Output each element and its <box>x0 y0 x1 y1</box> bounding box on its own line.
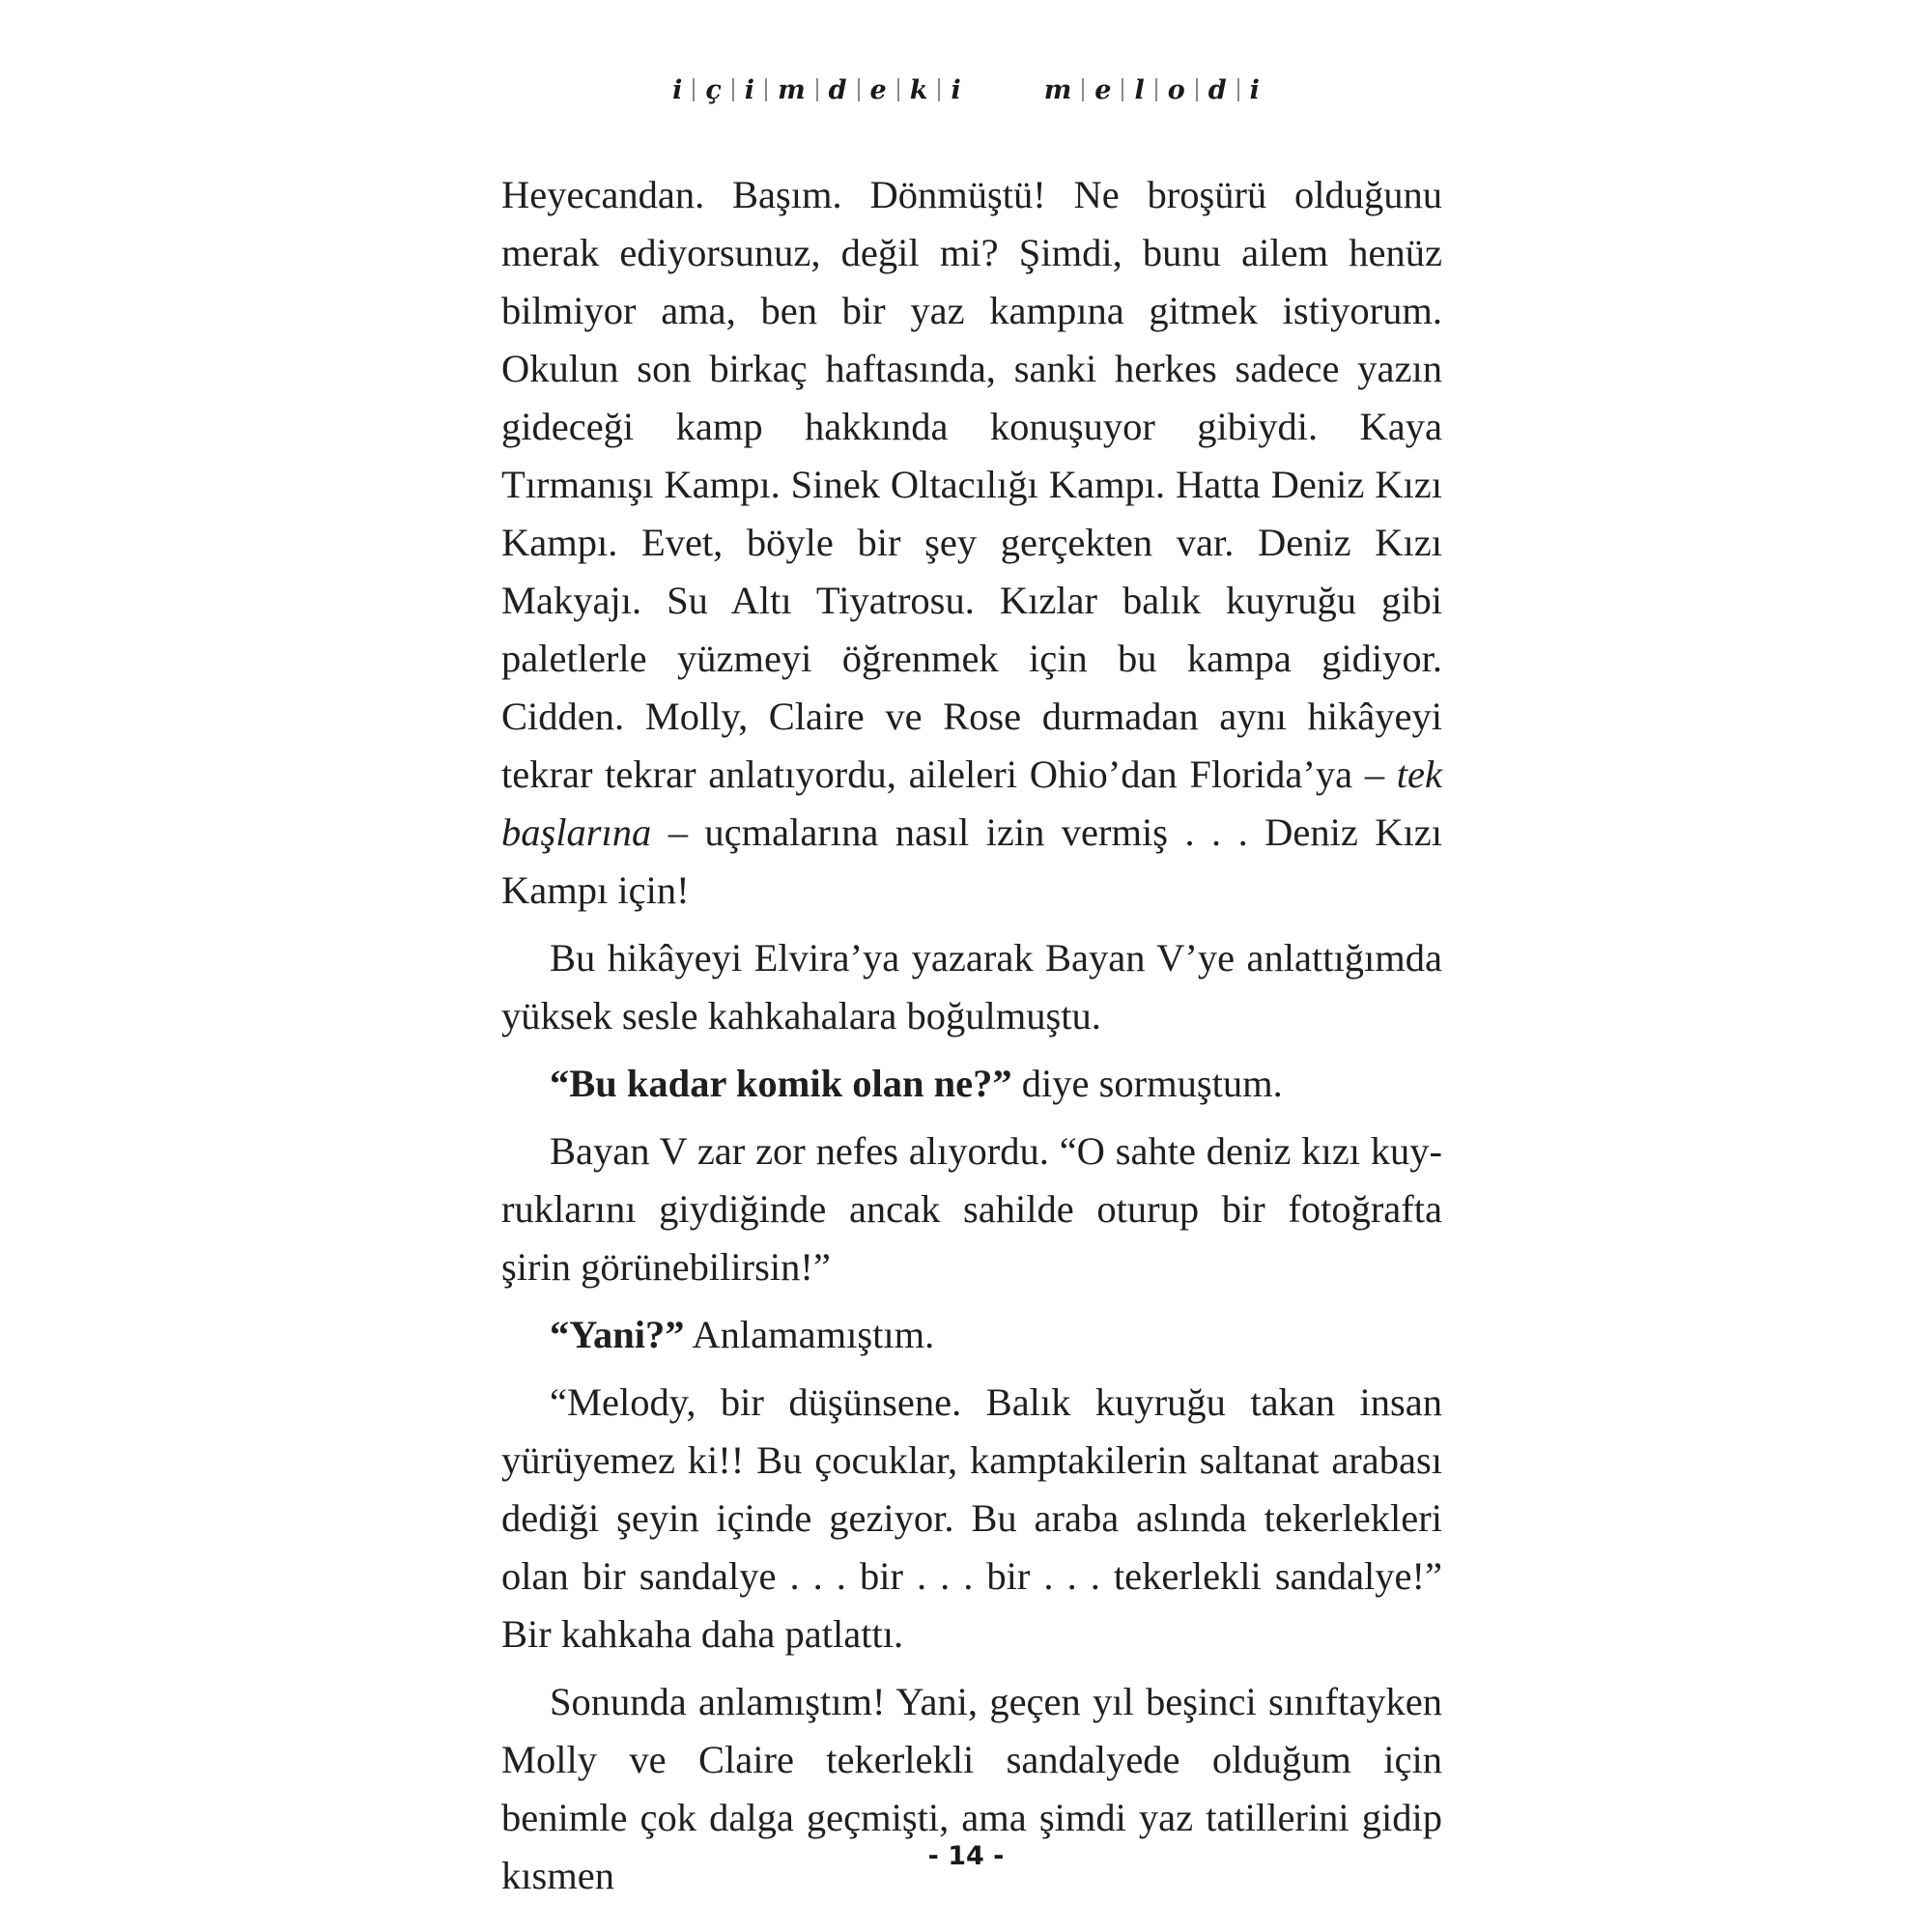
running-header <box>0 71 1932 110</box>
text-run: Anlamamıştım. <box>684 1313 935 1356</box>
text-run: Bu hikâyeyi Elvira’ya yazarak Bayan V’ye anlattığımda yüksek sesle kahkahalara boğulmuştu. <box>501 936 1442 1037</box>
body-paragraph <box>501 1374 1442 1663</box>
body-paragraph <box>501 1122 1442 1296</box>
bold-text-run: “Yani?” <box>550 1313 685 1356</box>
text-run: diye sormuştum. <box>1011 1062 1283 1105</box>
text-run: Heyecandan. Başım. Dönmüştü! Ne broşürü olduğunu merak ediyorsunuz, değil mi? Şimdi, bunu ailem henüz bilmiyor ama, ben bir yaz kampına gitmek istiyorum. Okulun son birkaç haftasında, sanki herkes sadece yazın gideceği kamp hakkında konuşuyor gibiydi. Kaya Tırmanışı Kampı. Sinek Oltacılığı Kampı. Hatta Deniz Kızı Kampı. Evet, böyle bir şey gerçekten var. Deniz Kızı Makyajı. Su Altı Tiyatrosu. Kızlar balık kuyruğu gibi paletlerle yüzmeyi öğrenmek için bu kampa gidiyor. Cidden. Molly, Claire ve Rose durmadan aynı hikâyeyi tekrar tekrar anlatıyordu, aileleri Ohio’dan Florida’ya – <box>501 173 1442 796</box>
header-letter: e <box>869 75 887 105</box>
body-paragraph <box>501 929 1442 1045</box>
header-letter: o <box>1167 75 1185 105</box>
page-body-text <box>501 166 1442 1915</box>
header-letter: k <box>909 75 928 105</box>
text-run: Sonunda anlamıştım! Yani, geçen yıl beşinci sınıftayken Molly ve Claire tekerlekli sandalyede olduğum için benimle çok dalga geçmişti, ama şimdi yaz tatillerini gidip kısmen <box>501 1680 1442 1897</box>
header-letter: i <box>951 75 961 105</box>
header-letter: i <box>744 75 755 105</box>
text-run: Bayan V zar zor nefes alıyordu. “O sahte deniz kızı kuyruklarını giydiğinde ancak sahilde oturup bir fotoğrafta şirin görünebilirsin!” <box>501 1129 1442 1289</box>
text-run: “Melody, bir düşünsene. Balık kuyruğu takan insan yürüyemez ki!! Bu çocuklar, kamptakilerin saltanat arabası dediği şeyin içinde geziyor. Bu araba aslında tekerlekleri olan bir sandalye . . . bir . . . bir . . . tekerlekli sandalye!” Bir kahkaha daha patlattı. <box>501 1380 1442 1656</box>
header-letter: ç <box>705 75 722 105</box>
page-number: - 14 - <box>927 1841 1005 1871</box>
header-letter: d <box>828 75 847 105</box>
bold-text-run: “Bu kadar komik olan ne?” <box>550 1062 1012 1105</box>
body-paragraph <box>501 1306 1442 1364</box>
text-run: – uçmalarına nasıl izin vermiş . . . Deniz Kızı Kampı için! <box>501 810 1442 912</box>
header-letter: d <box>1208 75 1227 105</box>
italic-text-run: tek başlarına <box>501 753 1442 854</box>
header-letter: e <box>1094 75 1112 105</box>
header-letter: m <box>778 75 806 105</box>
header-letter: i <box>1249 75 1260 105</box>
body-paragraph <box>501 166 1442 920</box>
header-letter: l <box>1134 75 1145 105</box>
header-letter: i <box>672 75 683 105</box>
body-paragraph <box>501 1055 1442 1113</box>
header-letter: m <box>1043 75 1072 105</box>
